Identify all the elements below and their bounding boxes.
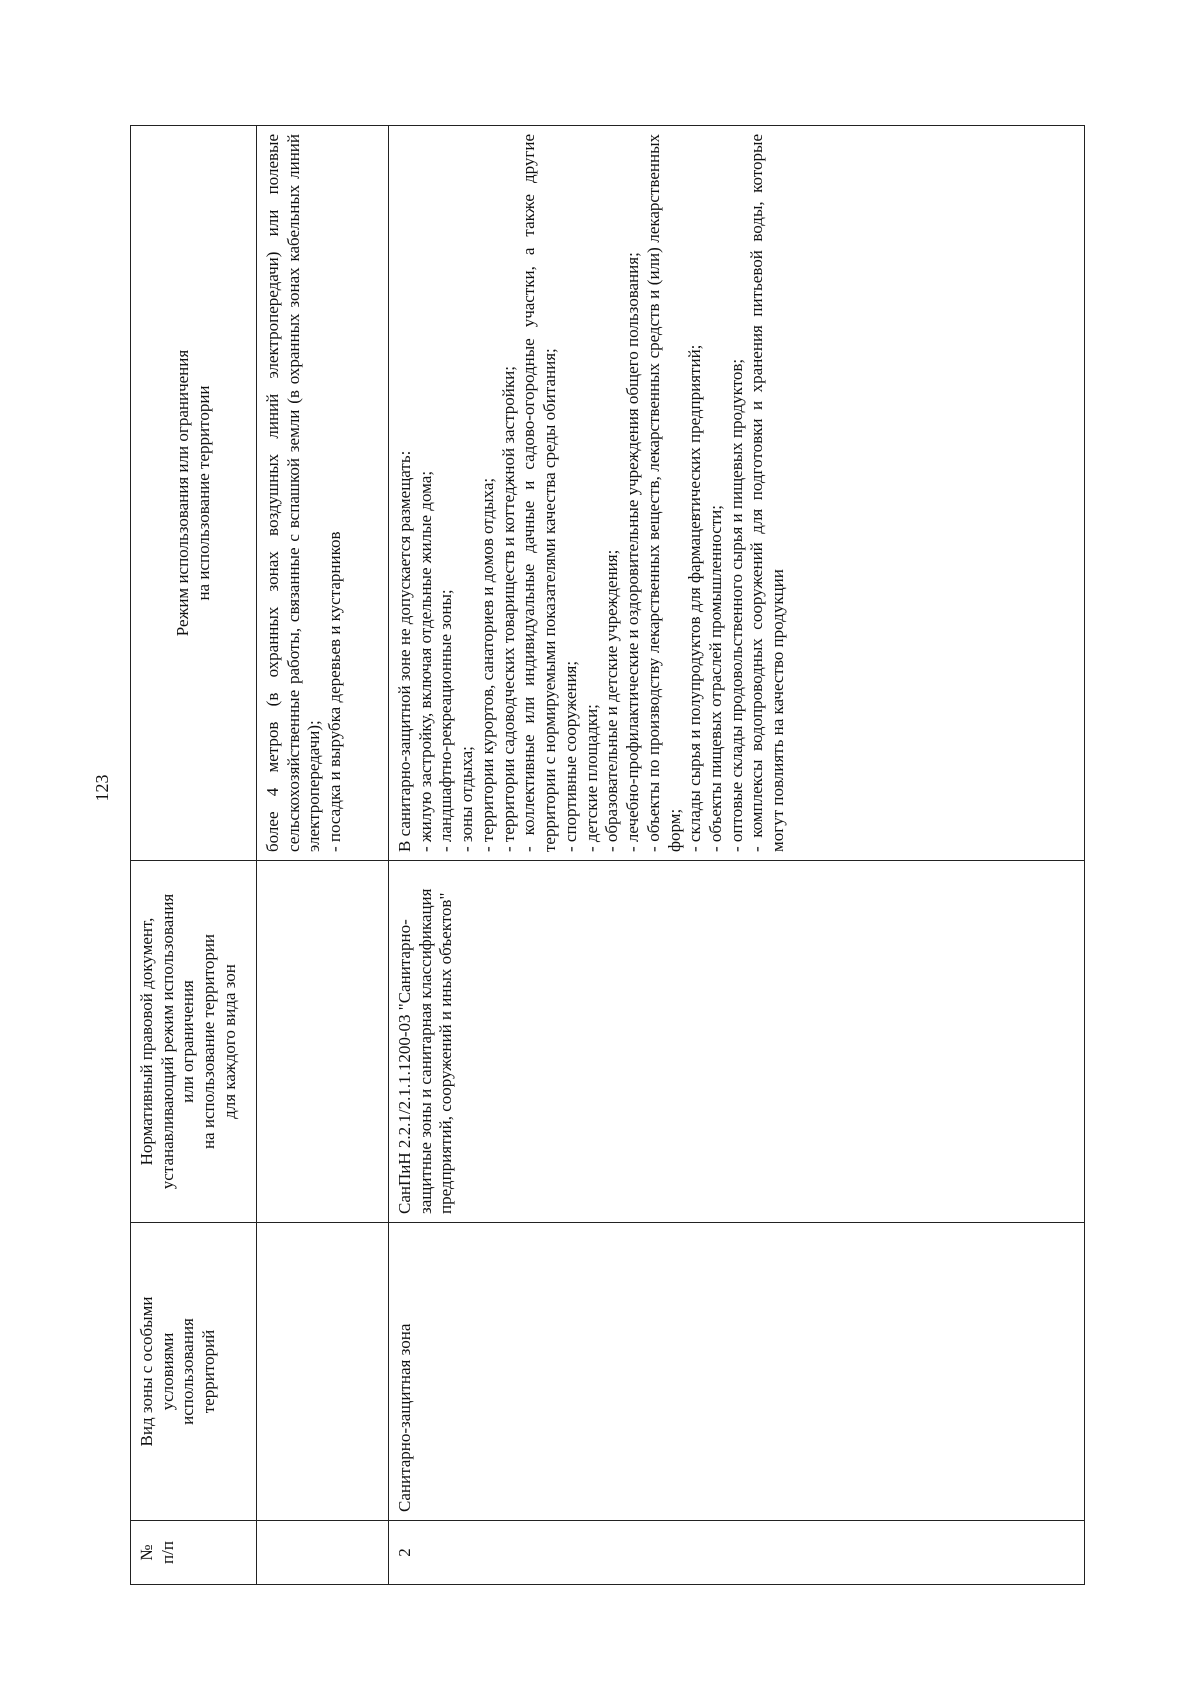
header-num: № п/п (131, 1521, 257, 1585)
cell-zone-kind: Санитарно-защитная зона (389, 1223, 1085, 1521)
usage-mode-line: - комплексы водопроводных сооружений для подготовки и хранения питьевой воды, которые могут повлиять на качество продукции (747, 134, 788, 852)
usage-mode-line: - спортивные сооружения; (560, 660, 580, 852)
rotated-table-container (130, 125, 1085, 1585)
usage-mode-line: В санитарно-защитной зоне не допускается размещать: (395, 450, 414, 852)
cell-zone-kind (257, 1223, 389, 1521)
usage-mode-line: - склады сырья и полупродуктов для фармацевтических предприятий; (685, 344, 705, 852)
usage-mode-line: - жилую застройку, включая отдельные жилые дома; (415, 470, 435, 852)
cell-num: 2 (389, 1521, 1085, 1585)
usage-mode-line: - территории садоводческих товариществ и коттеджной застройки; (498, 366, 518, 852)
zones-table (130, 125, 1085, 1585)
cell-usage-mode (257, 126, 389, 861)
header-zone-kind: Вид зоны с особыми условиями использования территорий (131, 1223, 257, 1521)
usage-mode-line: - оптовые склады продовольственного сырья и пищевых продуктов; (726, 358, 746, 852)
header-usage-mode: Режим использования или ограничения на использование территории (131, 126, 257, 861)
page-number: 123 (92, 774, 112, 802)
table-header-row (131, 126, 257, 1585)
usage-mode-line: - образовательные и детские учреждения; (602, 549, 622, 852)
usage-mode-line: более 4 метров (в охранных зонах воздушных линий электропередачи) или полевые сельскохозяйственные работы, связанные с вспашкой земли (в охранных зонах кабельных линий электропередачи); (263, 134, 324, 852)
usage-mode-line: - детские площадки; (581, 704, 601, 852)
usage-mode-line: - территории курортов, санаториев и домов отдыха; (477, 477, 497, 852)
cell-legal-document: СанПиН 2.2.1/2.1.1.1200-03 "Санитарно-защитные зоны и санитарная классификация предприятий, сооружений и иных объектов" (389, 861, 1085, 1223)
usage-mode-line: - коллективные или индивидуальные дачные и садово-огородные участки, а также другие территории с нормируемыми показателями качества среды обитания; (519, 134, 560, 852)
cell-num (257, 1521, 389, 1585)
usage-mode-line: - лечебно-профилактические и оздоровительные учреждения общего пользования; (623, 252, 643, 852)
usage-mode-line: - ландшафтно-рекреационные зоны; (436, 589, 456, 852)
table-row-2 (389, 126, 1085, 1585)
usage-mode-line: - посадка и вырубка деревьев и кустарников (325, 531, 345, 852)
header-legal-document: Нормативный правовой документ, устанавливающий режим использования или ограничения на использование территории для каждого вида зон (131, 861, 257, 1223)
usage-mode-line: - зоны отдыха; (457, 746, 477, 852)
cell-usage-mode (389, 126, 1085, 861)
usage-mode-line: - объекты по производству лекарственных веществ, лекарственных средств и (или) лекарственных форм; (643, 134, 684, 852)
cell-legal-document (257, 861, 389, 1223)
table-row-continuation (257, 126, 389, 1585)
usage-mode-line: - объекты пищевых отраслей промышленности; (706, 504, 726, 852)
